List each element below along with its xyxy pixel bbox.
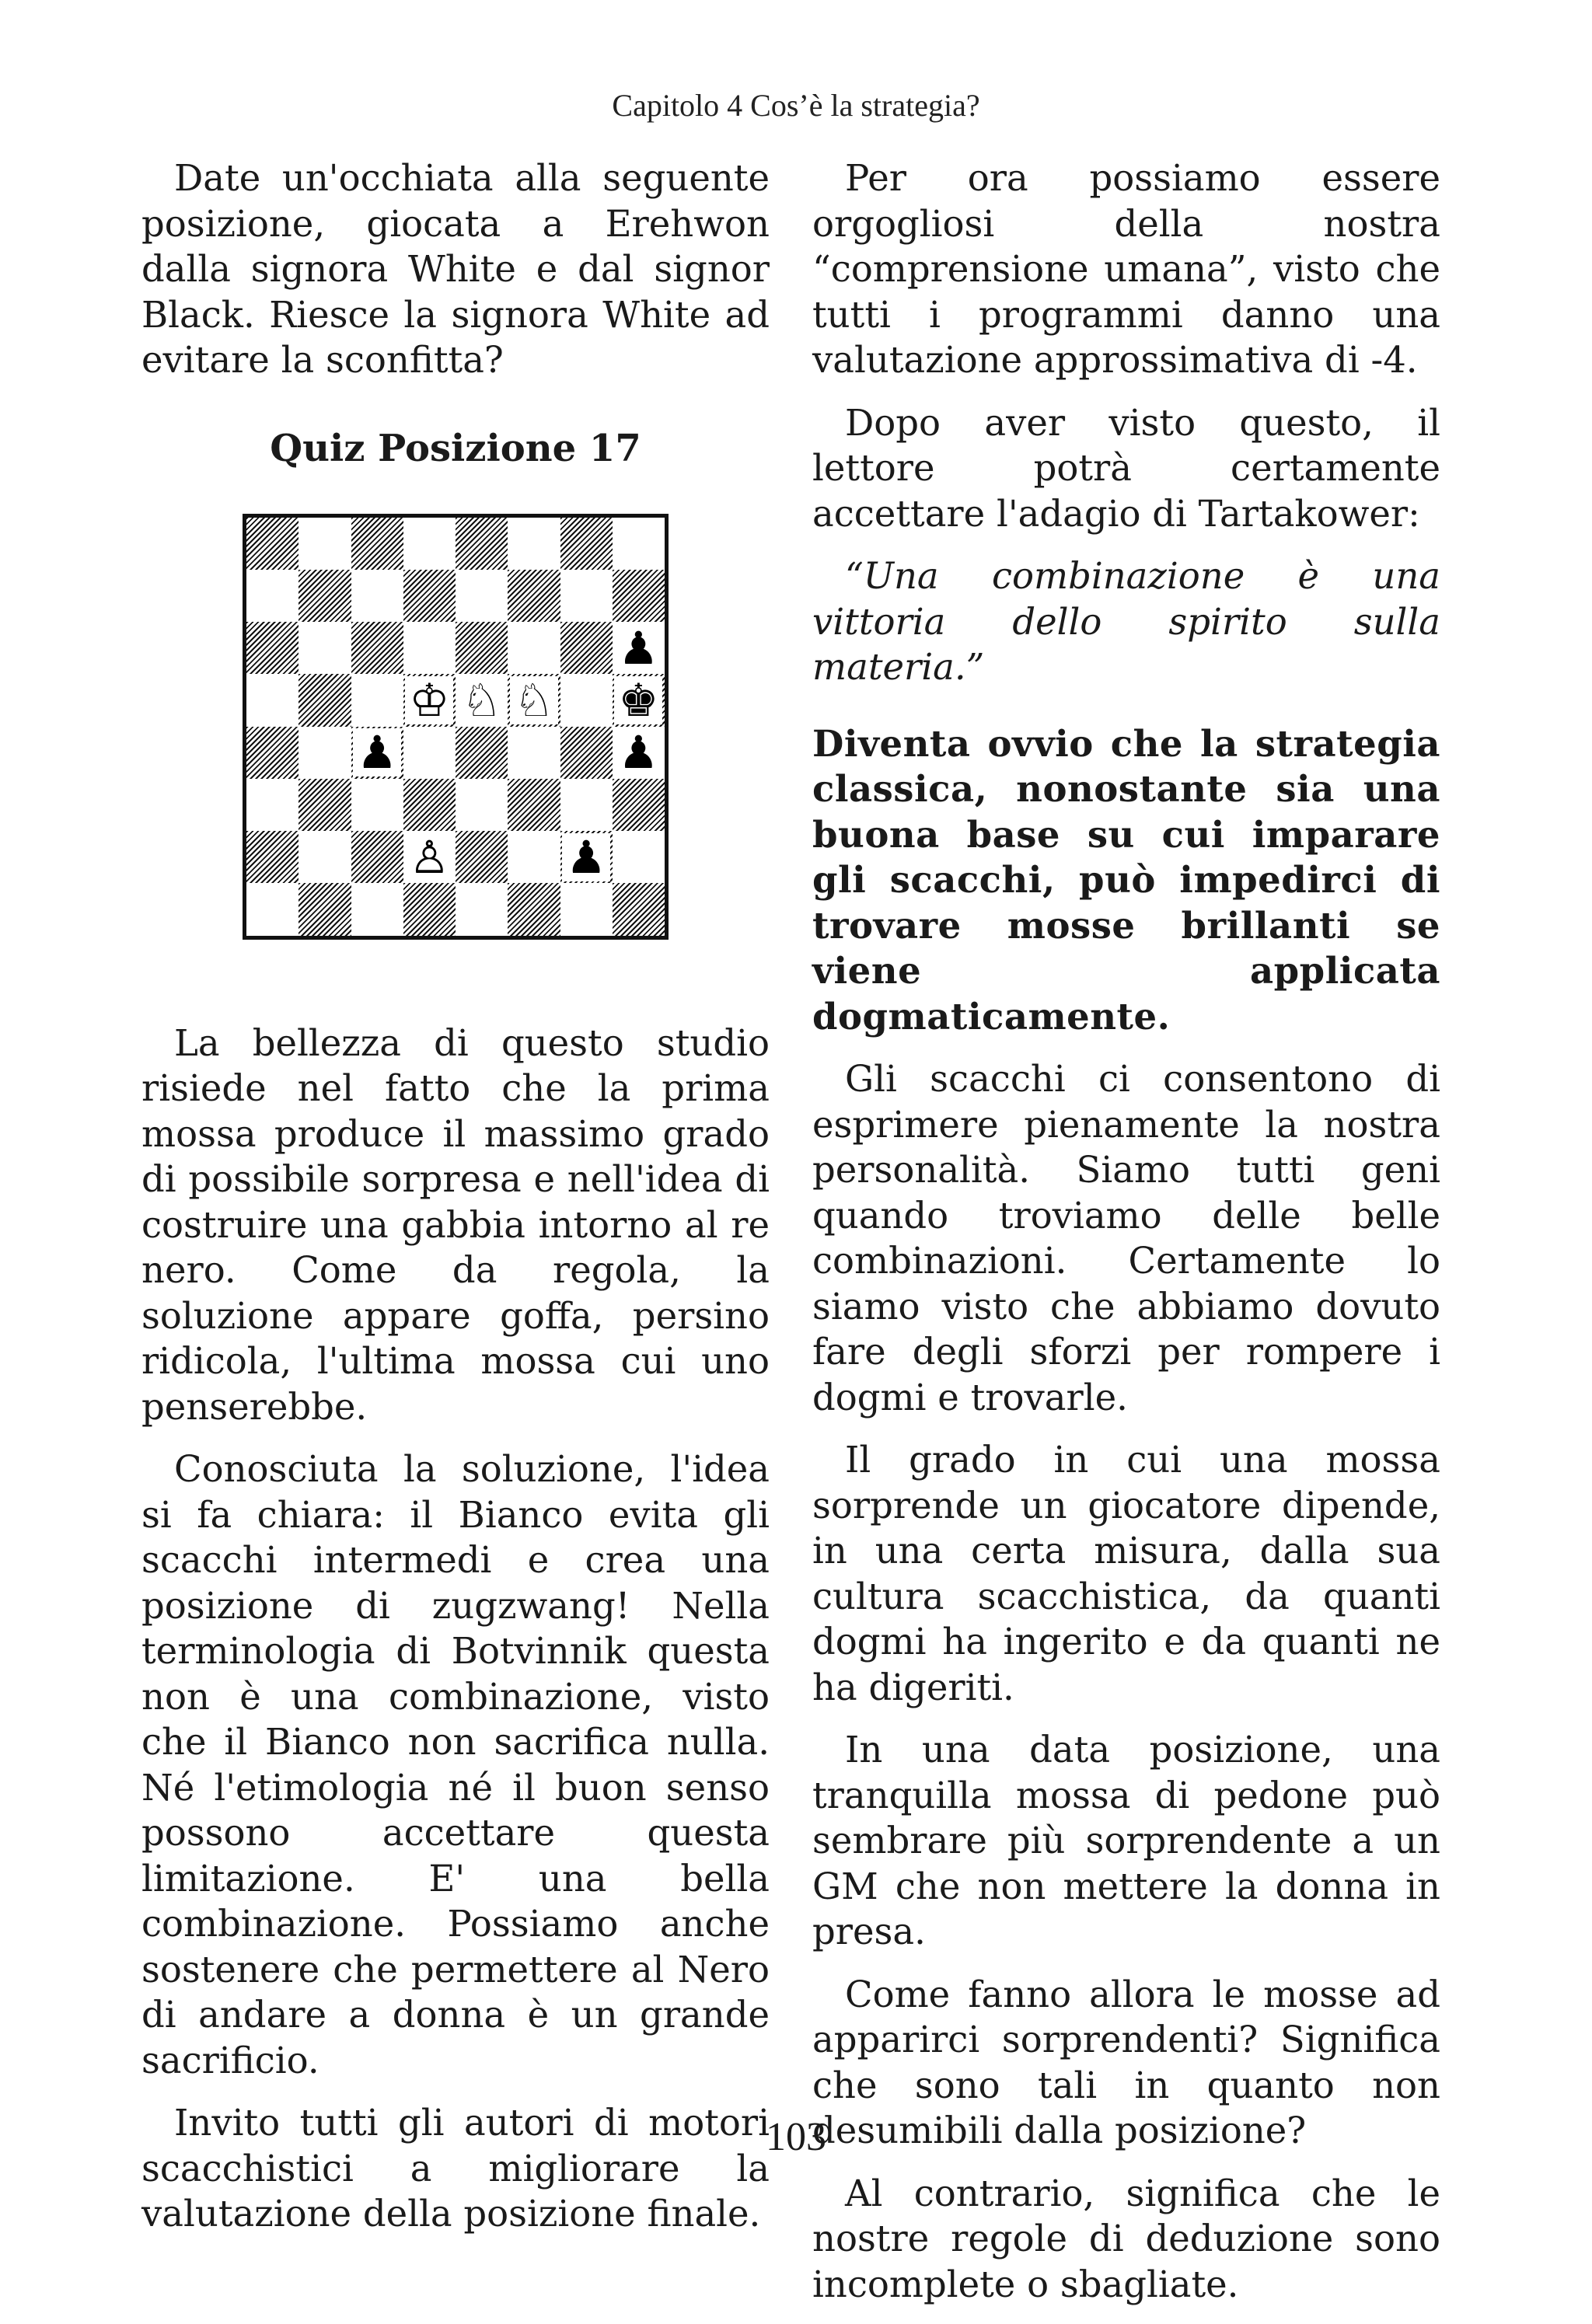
square-d7: [403, 570, 456, 622]
paragraph: Il grado in cui una mossa sorprende un giocatore dipende, in una certa misura, dalla sua cultura scacchistica, da quanti dogmi ha ingerito e da quanti ne ha digeriti.: [812, 1439, 1440, 1708]
square-f7: [508, 570, 560, 622]
square-g4: [560, 727, 613, 779]
square-e4: [456, 727, 508, 779]
square-d3: [403, 779, 456, 831]
square-g2: [560, 831, 613, 883]
square-e2: [456, 831, 508, 883]
square-f2: [508, 831, 560, 883]
square-g1: [560, 883, 613, 935]
square-f6: [508, 622, 560, 674]
white-pawn-icon: ♙: [405, 833, 453, 881]
square-h7: [613, 570, 665, 622]
left-column: [141, 155, 770, 2254]
square-g3: [560, 779, 613, 831]
white-knight-icon: ♘: [510, 676, 558, 724]
square-g6: [560, 622, 613, 674]
square-b7: [298, 570, 351, 622]
bold-statement: Diventa ovvio che la strategia classica, nonostante sia una buona base su cui imparare gli scacchi, può impedirci di trovare mosse brillanti se viene applicata dogmaticamente.: [812, 721, 1440, 1038]
chess-board: [243, 514, 669, 940]
square-c1: [351, 883, 403, 935]
square-a5: [246, 674, 298, 726]
quiz-title: Quiz Posizione 17: [270, 426, 641, 470]
square-h8: [613, 518, 665, 570]
square-d8: [403, 518, 456, 570]
right-column: [812, 155, 1440, 2324]
paragraph: La bellezza di questo studio risiede nel fatto che la prima mossa produce il massimo grado di possibile sorpresa e nell'idea di costruire una gabbia intorno al re nero. Come da regola, la soluzione appare goffa, persino ridicola, l'ultima mossa cui uno penserebbe.: [141, 1021, 770, 1428]
square-e1: [456, 883, 508, 935]
square-d2: [403, 831, 456, 883]
square-d5: [403, 674, 456, 726]
black-pawn-icon: ♟: [353, 728, 401, 776]
square-b1: [298, 883, 351, 935]
square-a7: [246, 570, 298, 622]
square-a1: [246, 883, 298, 935]
white-knight-icon: ♘: [458, 676, 506, 724]
square-d1: [403, 883, 456, 935]
paragraph: Come fanno allora le mosse ad apparirci sorprendenti? Significa che sono tali in quanto non desumibili dalla posizione?: [812, 1973, 1440, 2151]
square-a3: [246, 779, 298, 831]
paragraph: Invito tutti gli autori di motori scacchistici a migliorare la valutazione della posizione finale.: [141, 2102, 770, 2235]
intro-paragraph: Date un'occhiata alla seguente posizione, giocata a Erehwon dalla signora White e dal signor Black. Riesce la signora White ad evitare la sconfitta?: [141, 157, 770, 381]
square-h1: [613, 883, 665, 935]
square-h2: [613, 831, 665, 883]
chess-diagram: [141, 514, 770, 940]
square-g5: [560, 674, 613, 726]
square-a8: [246, 518, 298, 570]
square-e6: [456, 622, 508, 674]
square-a2: [246, 831, 298, 883]
square-g7: [560, 570, 613, 622]
square-c2: [351, 831, 403, 883]
square-f1: [508, 883, 560, 935]
square-f5: [508, 674, 560, 726]
running-header: Capitolo 4 Cos’è la strategia?: [612, 88, 980, 123]
square-e3: [456, 779, 508, 831]
square-b2: [298, 831, 351, 883]
black-pawn-icon: ♟: [614, 728, 662, 776]
square-b4: [298, 727, 351, 779]
square-e5: [456, 674, 508, 726]
square-c7: [351, 570, 403, 622]
square-h6: [613, 622, 665, 674]
square-c8: [351, 518, 403, 570]
square-h3: [613, 779, 665, 831]
square-c6: [351, 622, 403, 674]
square-f4: [508, 727, 560, 779]
square-f8: [508, 518, 560, 570]
square-d4: [403, 727, 456, 779]
paragraph: Per ora possiamo essere orgogliosi della nostra “comprensione umana”, visto che tutti i programmi danno una valutazione approssimativa di -4.: [812, 157, 1440, 381]
paragraph: Conosciuta la soluzione, l'idea si fa chiara: il Bianco evita gli scacchi intermedi e crea una posizione di zugzwang! Nella terminologia di Botvinnik questa non è una combinazione, visto che il Bianco non sacrifica nulla. Né l'etimologia né il buon senso possono accettare questa limitazione. E' una bella combinazione. Possiamo anche sostenere che permettere al Nero di andare a donna è un grande sacrificio.: [141, 1448, 770, 2081]
paragraph: Dopo aver visto questo, il lettore potrà certamente accettare l'adagio di Tartakower:: [812, 401, 1440, 535]
square-h5: [613, 674, 665, 726]
square-c4: [351, 727, 403, 779]
square-c3: [351, 779, 403, 831]
paragraph: In una data posizione, una tranquilla mossa di pedone può sembrare più sorprendente a un GM che non mettere la donna in presa.: [812, 1729, 1440, 1952]
white-king-icon: ♔: [405, 676, 453, 724]
square-e7: [456, 570, 508, 622]
square-c5: [351, 674, 403, 726]
square-f3: [508, 779, 560, 831]
square-b5: [298, 674, 351, 726]
square-h4: [613, 727, 665, 779]
square-b3: [298, 779, 351, 831]
square-d6: [403, 622, 456, 674]
black-king-icon: ♚: [614, 676, 662, 724]
square-a4: [246, 727, 298, 779]
square-b6: [298, 622, 351, 674]
square-b8: [298, 518, 351, 570]
paragraph: Al contrario, significa che le nostre regole di deduzione sono incomplete o sbagliate.: [812, 2172, 1440, 2305]
square-a6: [246, 622, 298, 674]
page-number: 103: [766, 2115, 826, 2159]
black-pawn-icon: ♟: [562, 833, 610, 881]
black-pawn-icon: ♟: [614, 624, 662, 672]
paragraph: Gli scacchi ci consentono di esprimere pienamente la nostra personalità. Siamo tutti geni quando troviamo delle belle combinazioni. Certamente lo siamo visto che abbiamo dovuto fare degli sforzi per rompere i dogmi e trovarle.: [812, 1058, 1440, 1418]
square-g8: [560, 518, 613, 570]
square-e8: [456, 518, 508, 570]
tartakower-quote: “Una combinazione è una vittoria dello spirito sulla materia.”: [812, 555, 1440, 688]
